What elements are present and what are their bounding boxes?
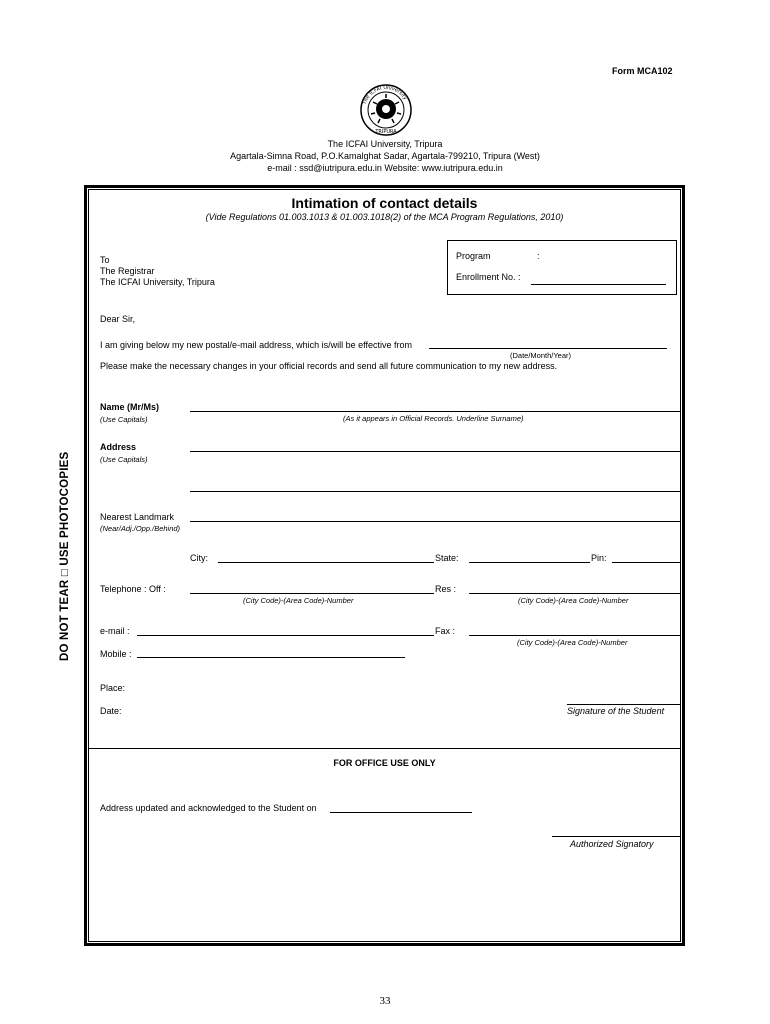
state-label: State: <box>435 553 459 563</box>
logo-text-top: The ICFAI University <box>361 84 408 106</box>
effective-date-input[interactable] <box>429 348 667 349</box>
signature-line[interactable] <box>567 704 680 705</box>
telephone-hint: (City Code)-(Area Code)-Number <box>243 596 354 605</box>
enrollment-label: Enrollment No. : <box>456 272 521 282</box>
name-label: Name (Mr/Ms) <box>100 402 160 412</box>
fax-label: Fax : <box>435 626 456 636</box>
name-input[interactable] <box>190 411 680 412</box>
city-input[interactable] <box>218 562 434 563</box>
university-address: Agartala-Simna Road, P.O.Kamalghat Sadar, Agartala-799210, Tripura (West) <box>230 151 540 161</box>
office-divider <box>88 748 681 749</box>
email-input[interactable] <box>137 635 434 636</box>
address-hint: (Use Capitals) <box>100 455 148 464</box>
city-label: City: <box>190 553 208 563</box>
email-label: e-mail : <box>100 626 130 636</box>
ack-date-input[interactable] <box>330 812 472 813</box>
place-label: Place: <box>100 683 126 693</box>
side-notice: DO NOT TEAR □ USE PHOTOCOPIES <box>59 451 71 661</box>
program-colon: : <box>537 251 540 261</box>
form-inner-border <box>88 189 681 942</box>
address-label: Address <box>100 442 137 452</box>
registrar-line: The Registrar <box>100 266 155 276</box>
landmark-hint: (Near/Adj./Opp./Behind) <box>100 524 181 533</box>
mobile-input[interactable] <box>137 657 405 658</box>
res-label: Res : <box>435 584 457 594</box>
records-line: Please make the necessary changes in your official records and send all future communication to my new address. <box>100 361 558 371</box>
date-hint: (Date/Month/Year) <box>510 351 572 360</box>
university-contact: e-mail : ssd@iutripura.edu.in Website: www.iutripura.edu.in <box>267 163 503 173</box>
form-subtitle: (Vide Regulations 01.003.1013 & 01.003.1018(2) of the MCA Program Regulations, 2010) <box>205 212 564 222</box>
effective-line: I am giving below my new postal/e-mail address, which is/will be effective from <box>100 340 412 350</box>
university-line: The ICFAI University, Tripura <box>100 277 215 287</box>
university-logo <box>353 82 419 138</box>
landmark-label: Nearest Landmark <box>100 512 175 522</box>
telephone-label: Telephone : Off : <box>100 584 166 594</box>
address-input-line2[interactable] <box>190 491 680 492</box>
landmark-input[interactable] <box>190 521 680 522</box>
page-number: 33 <box>379 995 391 1007</box>
logo-text-bottom: TRIPURA <box>375 129 397 135</box>
telephone-office-input[interactable] <box>190 593 434 594</box>
state-input[interactable] <box>469 562 590 563</box>
pin-label: Pin: <box>591 553 607 563</box>
form-title: Intimation of contact details <box>291 195 478 211</box>
university-name: The ICFAI University, Tripura <box>327 139 443 149</box>
address-input-line1[interactable] <box>190 451 680 452</box>
pin-input[interactable] <box>612 562 680 563</box>
date-label: Date: <box>100 706 122 716</box>
enrollment-input[interactable] <box>531 284 666 285</box>
form-code: Form MCA102 <box>612 66 673 76</box>
name-note: (As it appears in Official Records. Underline Surname) <box>343 414 524 423</box>
program-label: Program <box>456 251 491 261</box>
telephone-res-input[interactable] <box>469 593 680 594</box>
office-heading: FOR OFFICE USE ONLY <box>333 758 436 768</box>
program-input[interactable] <box>545 248 669 264</box>
to-label: To <box>100 255 110 265</box>
res-hint: (City Code)-(Area Code)-Number <box>518 596 629 605</box>
fax-hint: (City Code)-(Area Code)-Number <box>517 638 628 647</box>
signatory-line[interactable] <box>552 836 680 837</box>
mobile-label: Mobile : <box>100 649 132 659</box>
name-hint: (Use Capitals) <box>100 415 148 424</box>
ack-text: Address updated and acknowledged to the Student on <box>100 803 317 813</box>
salutation: Dear Sir, <box>100 314 136 324</box>
signature-label: Signature of the Student <box>567 706 665 716</box>
fax-input[interactable] <box>469 635 680 636</box>
signatory-label: Authorized Signatory <box>570 839 654 849</box>
